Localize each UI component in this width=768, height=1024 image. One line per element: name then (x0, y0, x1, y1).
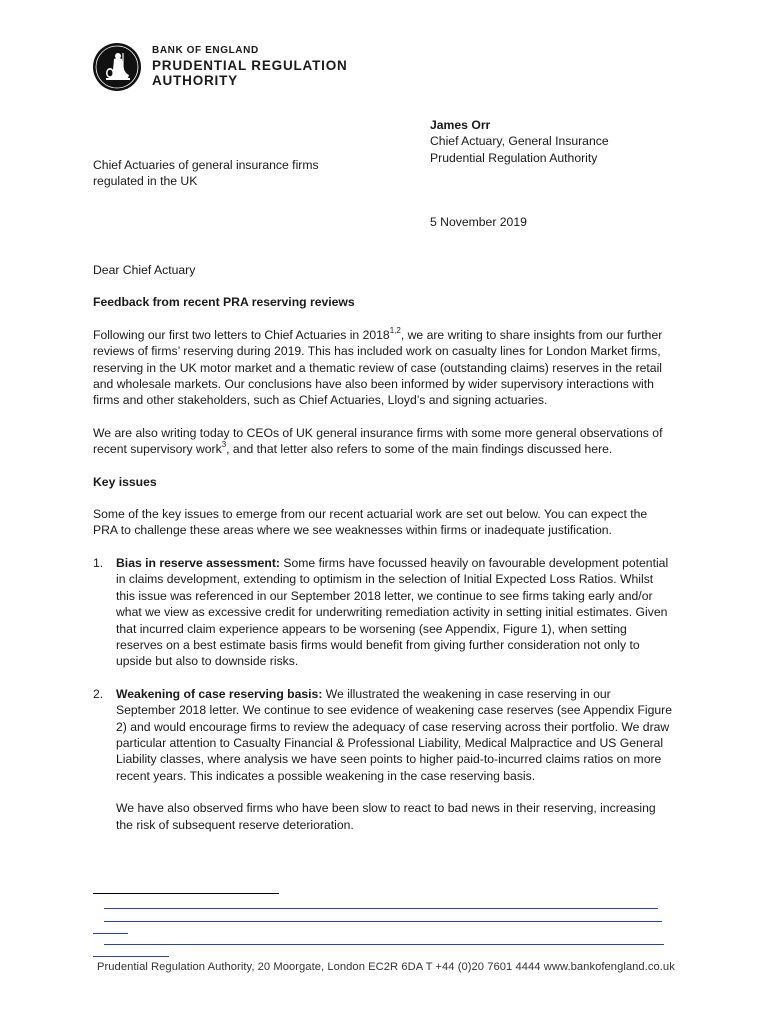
footnote-link-3-continued[interactable] (93, 956, 169, 957)
footnote-link-2[interactable] (104, 921, 662, 922)
britannia-seal-icon (92, 42, 142, 92)
issue-extra-text: We have also observed firms who have been slow to react to bad news in their reserving, increasing the risk of subsequent reserve deterioration. (116, 801, 656, 832)
sender-title: Chief Actuary, General Insurance (430, 134, 609, 149)
issue-title: Bias in reserve assessment: (116, 555, 280, 570)
sender-name: James Orr (430, 118, 491, 132)
issue-text: Some firms have focussed heavily on favourable development potential in claims development, extending to optimism in the selection of Initial Expected Loss Ratios. Whilst this issue was referenced in our September 2018 letter, we continue to see firms taking early and/or what we view as excessive credit for underwriting remediation activity in setting initial estimates. Given that incurred claim experience appears to be worsening (see Appendix, Figure 1), when setting reserves on a best estimate basis firms would benefit from giving further consideration not only to upside but also to downside risks. (116, 555, 669, 669)
paragraph-2: We are also writing today to CEOs of UK general insurance firms with some more general observations of recent supervisory work$^3$, and that letter also refers to some of the main findings discussed here. (93, 425, 663, 457)
sender-org: Prudential Regulation Authority (430, 150, 598, 165)
recipient-line-2: regulated in the UK (93, 174, 198, 189)
issue-number: 1. (93, 555, 104, 570)
org-name-small: BANK OF ENGLAND (152, 44, 259, 56)
footnote-ref-1-2[interactable]: 1,2 (389, 325, 401, 335)
key-issues-heading: Key issues (93, 474, 157, 489)
org-name-line1: PRUDENTIAL REGULATION (152, 57, 348, 73)
issue-number: 2. (93, 686, 104, 701)
footnote-link-2-continued[interactable] (93, 933, 128, 934)
footnote-link-3[interactable] (104, 944, 664, 945)
recipient-line-1: Chief Actuaries of general insurance firms (93, 158, 319, 172)
issue-item-1 (93, 555, 673, 670)
paragraph-1: Following our first two letters to Chief Actuaries in 2018$^{1,2}$, we are writing to share insights from our further reviews of firms’ reserving during 2019. This has included work on casualty lines for London Market firms, reserving in the UK motor market and a thematic review of case (outstanding claims) reserves in the retail and wholesale markets. Our conclusions have also been informed by wider supervisory interactions with firms and other stakeholders, such as Chief Actuaries, Lloyd’s and signing actuaries. (93, 325, 663, 408)
page-footer: Prudential Regulation Authority, 20 Moorgate, London EC2R 6DA T +44 (0)20 7601 4444 www.bankofengland.co.uk (97, 961, 675, 973)
issue-item-2 (93, 686, 673, 833)
subject-heading: Feedback from recent PRA reserving reviews (93, 295, 355, 310)
salutation: Dear Chief Actuary (93, 263, 196, 277)
footnote-link-1[interactable] (104, 908, 658, 909)
issue-text: We illustrated the weakening in case reserving in our September 2018 letter. We continue to see evidence of weakening case reserves (see Appendix Figure 2) and would encourage firms to review the adequacy of case reserving across their portfolio. We draw particular attention to Casualty Financial & Professional Liability, Medical Malpractice and US General Liability classes, where analysis we have seen points to higher paid-to-incurred claims ratios on more recent years. This indicates a possible weakening in the case reserving basis. (116, 686, 672, 783)
footnote-separator (93, 893, 279, 894)
sender-block (430, 117, 609, 166)
key-issues-intro: Some of the key issues to emerge from our recent actuarial work are set out below. You can expect the PRA to challenge these areas where we see weaknesses within firms or inadequate justification. (93, 507, 648, 538)
letter-body (93, 262, 673, 833)
org-name-line2: AUTHORITY (152, 72, 238, 88)
footnote-ref-3[interactable]: 3 (221, 440, 227, 450)
letter-date: 5 November 2019 (430, 215, 527, 229)
recipient-block (93, 157, 319, 190)
pra-logo (92, 42, 348, 92)
issue-title: Weakening of case reserving basis: (116, 686, 323, 701)
